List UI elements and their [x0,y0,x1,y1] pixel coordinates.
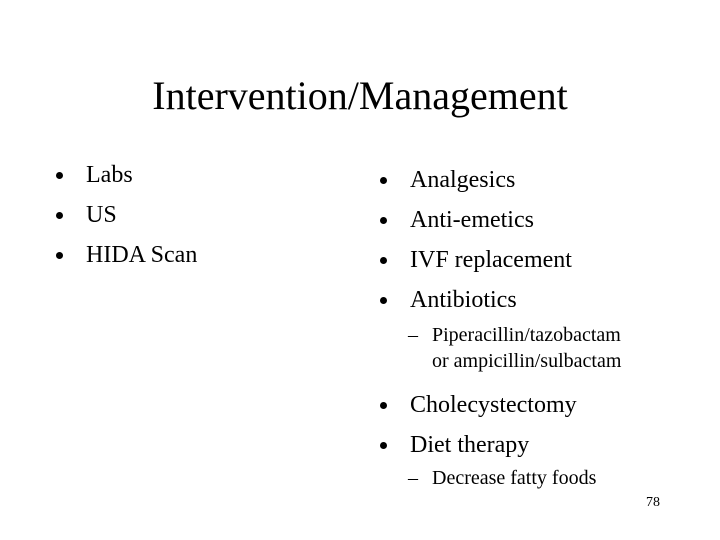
bullet-dot-icon [380,177,387,184]
left-bullet-list [56,155,197,275]
bullet-item [56,235,197,275]
sub-item-line: Decrease fatty foods [432,467,597,489]
sub-item [408,322,621,374]
bullet-dot-icon [380,297,387,304]
bullet-text: Diet therapy [410,432,530,458]
bullet-item [56,195,197,235]
bullet-dot-icon [56,252,63,259]
bullet-dot-icon [380,257,387,264]
bullet-item [380,240,572,280]
bullet-item [380,280,572,320]
dash-icon: – [408,324,418,346]
right-bullet-list-2 [380,385,577,465]
right-bullet-list [380,160,572,320]
bullet-text: HIDA Scan [86,242,198,268]
diet-sub-list [408,465,596,491]
bullet-dot-icon [380,217,387,224]
bullet-item [56,155,197,195]
antibiotics-sub-list [408,322,621,374]
bullet-text: Labs [86,162,133,188]
bullet-dot-icon [380,442,387,449]
bullet-text: Cholecystectomy [410,392,577,418]
bullet-text: Anti-emetics [410,207,534,233]
sub-item-line: or ampicillin/sulbactam [432,350,622,372]
page-number: 78 [646,495,660,510]
bullet-dot-icon [380,402,387,409]
sub-item-line: Piperacillin/tazobactam [432,324,621,346]
slide-title: Intervention/Management [152,73,568,118]
bullet-item [380,160,572,200]
bullet-text: IVF replacement [410,247,572,273]
bullet-dot-icon [56,212,63,219]
sub-item [408,465,596,491]
bullet-text: Antibiotics [410,287,517,313]
dash-icon: – [408,467,418,489]
bullet-dot-icon [56,172,63,179]
bullet-item [380,200,572,240]
bullet-item [380,385,577,425]
bullet-item [380,425,577,465]
bullet-text: Analgesics [410,167,516,193]
bullet-text: US [86,202,117,228]
